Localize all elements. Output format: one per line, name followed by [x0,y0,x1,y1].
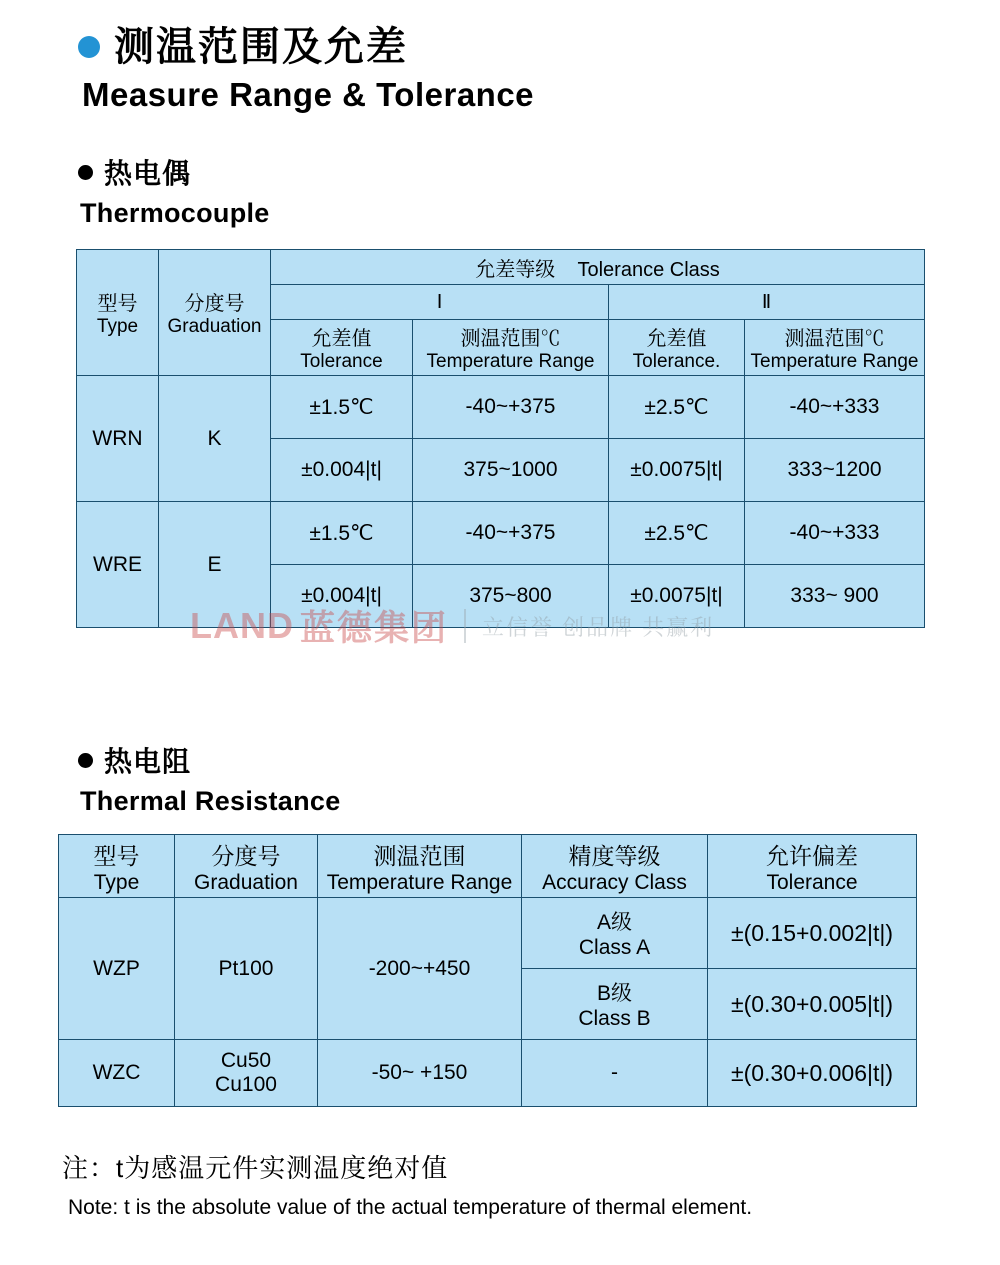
table-row [59,835,917,898]
section-heading-thermal-resistance-chinese-text: 热电阻 [104,746,192,777]
cell-tolerance1: ±0.004|t| [271,439,413,502]
cell-tolerance2: ±0.0075|t| [609,439,745,502]
thermal-resistance-table [58,834,917,1107]
page-title [78,24,534,114]
section-heading-thermal-resistance-chinese [78,740,341,780]
cell-graduation-wre: E [159,502,271,628]
cell-type-wzp: WZP [59,898,175,1040]
cell-tolerance1: ±1.5℃ [271,502,413,565]
bullet-icon [78,753,93,768]
cell-range2: -40~+333 [745,502,925,565]
watermark-company: 蓝德集团 [299,609,448,648]
cell-range2: 333~1200 [745,439,925,502]
thermocouple-table [76,249,925,628]
header-temp-range-1: 测温范围℃ Temperature Range [413,320,609,376]
note-english: Note: t is the absolute value of the actual temperature of thermal element. [68,1196,753,1219]
cell-graduation-wzc: Cu50 Cu100 [175,1040,318,1107]
table-row [59,898,917,969]
page-title-english: Measure Range & Tolerance [82,76,535,113]
cell-tolerance-wzc: ±(0.30+0.006|t|) [708,1040,917,1107]
cell-type-wrn: WRN [77,376,159,502]
cell-range1: 375~800 [413,565,609,628]
header-tolerance: 允许偏差 Tolerance [708,835,917,898]
page-title-chinese [78,24,534,70]
watermark-slogan: 立信誉 创品牌 共赢利 [482,614,715,640]
cell-tolerance-b: ±(0.30+0.005|t|) [708,969,917,1040]
cell-range-wzp: -200~+450 [318,898,522,1040]
watermark-logo: LAND [190,605,294,646]
page-title-chinese-text: 测温范围及允差 [114,25,408,69]
cell-tolerance1: ±1.5℃ [271,376,413,439]
section-heading-thermal-resistance [78,740,341,817]
cell-range1: -40~+375 [413,376,609,439]
table-row [77,502,925,565]
header-tolerance-value-1: 允差值 Tolerance [271,320,413,376]
section-heading-thermocouple-chinese [78,152,270,192]
header-class-2: Ⅱ [609,285,925,320]
table-row [59,1040,917,1107]
header-type: 型号 Type [77,250,159,376]
note-block [62,1148,752,1220]
header-accuracy-class: 精度等级 Accuracy Class [522,835,708,898]
header-graduation: 分度号 Graduation [159,250,271,376]
cell-class-a: A级 Class A [522,898,708,969]
header-temp-range-2: 测温范围℃ Temperature Range [745,320,925,376]
section-heading-thermal-resistance-english: Thermal Resistance [80,786,341,816]
table-row [77,376,925,439]
cell-range-wzc: -50~ +150 [318,1040,522,1107]
cell-graduation-wrn: K [159,376,271,502]
header-tolerance-class: 允差等级 Tolerance Class [271,250,925,285]
note-chinese: 注：t为感温元件实测温度绝对值 [62,1153,449,1183]
section-heading-thermocouple [78,152,270,229]
header-class-1: Ⅰ [271,285,609,320]
cell-tolerance2: ±2.5℃ [609,502,745,565]
bullet-icon [78,165,93,180]
cell-graduation-wzp: Pt100 [175,898,318,1040]
cell-range2: 333~ 900 [745,565,925,628]
cell-class-wzc: - [522,1040,708,1107]
cell-type-wzc: WZC [59,1040,175,1107]
section-heading-thermocouple-english: Thermocouple [80,198,270,228]
bullet-icon [78,36,100,58]
table-row [77,250,925,285]
section-heading-thermocouple-chinese-text: 热电偶 [104,158,192,189]
cell-tolerance2: ±2.5℃ [609,376,745,439]
cell-tolerance2: ±0.0075|t| [609,565,745,628]
header-type: 型号 Type [59,835,175,898]
header-tolerance-value-2: 允差值 Tolerance. [609,320,745,376]
cell-range1: 375~1000 [413,439,609,502]
cell-range1: -40~+375 [413,502,609,565]
header-temp-range: 测温范围 Temperature Range [318,835,522,898]
cell-type-wre: WRE [77,502,159,628]
cell-tolerance-a: ±(0.15+0.002|t|) [708,898,917,969]
cell-class-b: B级 Class B [522,969,708,1040]
header-graduation: 分度号 Graduation [175,835,318,898]
cell-tolerance1: ±0.004|t| [271,565,413,628]
cell-range2: -40~+333 [745,376,925,439]
